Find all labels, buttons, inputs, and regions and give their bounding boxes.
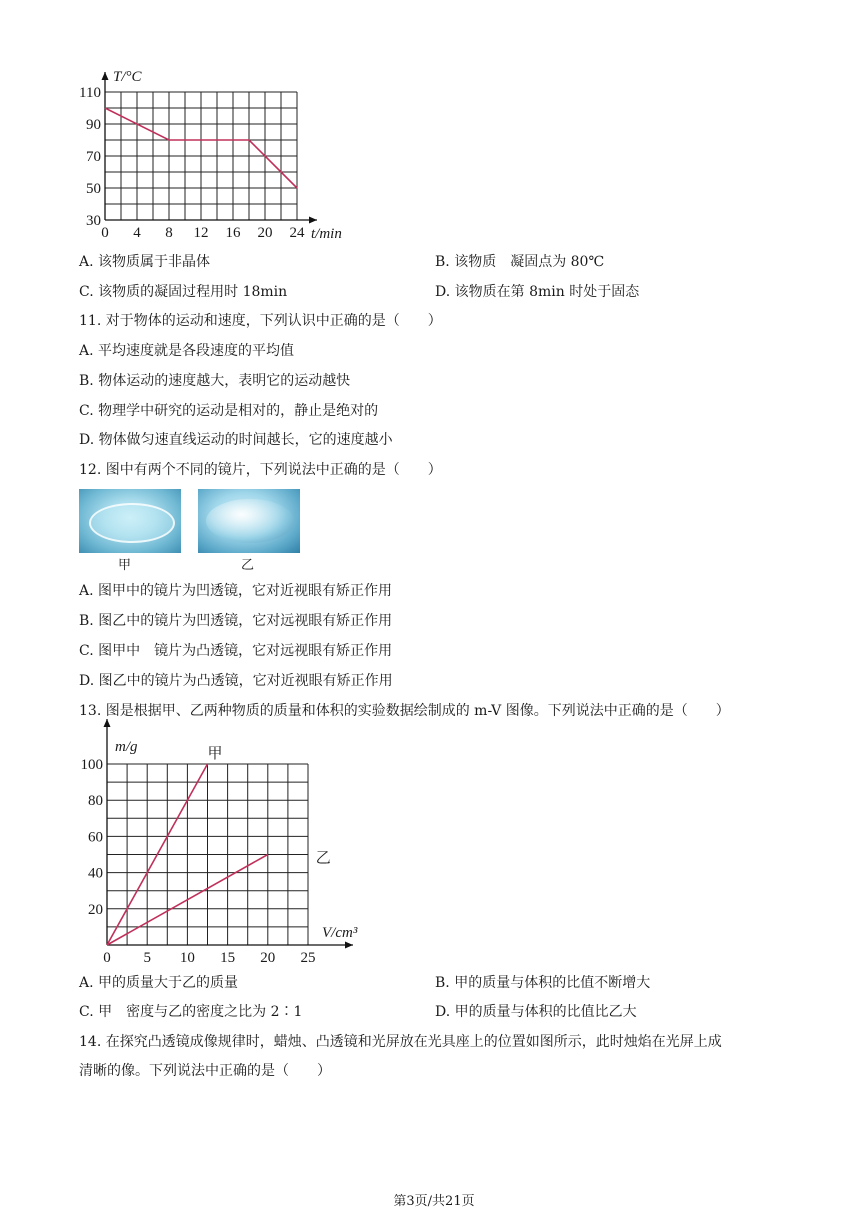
y-tick-label: 20	[88, 901, 103, 918]
q11-option-a[interactable]: A. 平均速度就是各段速度的平均值	[79, 343, 295, 359]
y-tick-label: 110	[79, 85, 101, 101]
q10-option-d[interactable]: D. 该物质在第 8min 时处于固态	[435, 284, 640, 300]
y-tick-label: 50	[86, 181, 101, 197]
q14-stem-line2: 清晰的像。下列说法中正确的是（ ）	[79, 1063, 331, 1079]
q10-option-c[interactable]: C. 该物质的凝固过程用时 18min	[79, 284, 288, 300]
series-label-1: 甲	[207, 746, 223, 762]
lens-label-yi: 乙	[241, 558, 255, 573]
x-axis-label: t/min	[311, 226, 342, 242]
q12-option-c[interactable]: C. 图甲中 镜片为凸透镜，它对远视眼有矫正作用	[79, 643, 393, 659]
q10-option-a[interactable]: A. 该物质属于非晶体	[79, 254, 211, 270]
y-tick-label: 40	[88, 865, 103, 882]
q11-option-b[interactable]: B. 物体运动的速度越大，表明它的运动越快	[79, 373, 351, 389]
x-tick-label: 5	[143, 950, 151, 966]
x-tick-label: 8	[165, 225, 173, 241]
q11-stem: 11. 对于物体的运动和速度，下列认识中正确的是（ ）	[79, 313, 442, 329]
q11-option-d[interactable]: D. 物体做匀速直线运动的时间越长，它的速度越小	[79, 432, 393, 448]
q12-stem: 12. 图中有两个不同的镜片，下列说法中正确的是（ ）	[79, 462, 442, 478]
y-tick-label: 60	[88, 829, 103, 846]
y-tick-label: 30	[86, 213, 101, 229]
x-tick-label: 20	[260, 950, 276, 966]
lens-label-jia: 甲	[118, 558, 132, 573]
y-tick-label: 100	[80, 757, 103, 773]
q14-stem-line1: 14. 在探究凸透镜成像规律时，蜡烛、凸透镜和光屏放在光具座上的位置如图所示，此时烛焰在光屏上成	[79, 1034, 722, 1050]
x-tick-label: 12	[193, 225, 209, 241]
y-axis-arrow	[104, 719, 111, 727]
x-tick-label: 4	[133, 225, 141, 241]
x-tick-label: 20	[257, 225, 273, 241]
y-tick-label: 70	[86, 149, 101, 165]
x-tick-label: 24	[289, 225, 305, 241]
x-tick-label: 25	[300, 950, 316, 966]
q13-option-c[interactable]: C. 甲 密度与乙的密度之比为 2∶1	[79, 1004, 303, 1020]
x-tick-label: 0	[101, 225, 109, 241]
y-tick-label: 90	[86, 117, 101, 133]
x-tick-label: 16	[225, 225, 241, 241]
q13-stem: 13. 图是根据甲、乙两种物质的质量和体积的实验数据绘制成的 m-V 图像。下列说法中正确的是（ ）	[79, 703, 730, 719]
page-footer: 第3页/共21页	[393, 1194, 475, 1209]
q13-option-b[interactable]: B. 甲的质量与体积的比值不断增大	[435, 975, 651, 991]
y-axis-label: m/g	[115, 739, 138, 755]
q12-option-b[interactable]: B. 图乙中的镜片为凹透镜，它对远视眼有矫正作用	[79, 613, 393, 629]
x-tick-label: 0	[103, 950, 111, 966]
q13-option-a[interactable]: A. 甲的质量大于乙的质量	[79, 975, 239, 991]
y-axis-label: T/°C	[113, 69, 142, 85]
x-axis-arrow	[345, 942, 353, 949]
q12-option-a[interactable]: A. 图甲中的镜片为凹透镜，它对近视眼有矫正作用	[79, 583, 393, 599]
x-tick-label: 10	[179, 950, 195, 966]
q13-option-d[interactable]: D. 甲的质量与体积的比值比乙大	[435, 1004, 637, 1020]
x-tick-label: 15	[220, 950, 236, 966]
x-axis-label: V/cm³	[322, 925, 358, 941]
q11-option-c[interactable]: C. 物理学中研究的运动是相对的，静止是绝对的	[79, 403, 379, 419]
q10-option-b[interactable]: B. 该物质 凝固点为 80℃	[435, 254, 605, 270]
y-tick-label: 80	[88, 793, 103, 810]
series-label-2: 乙	[315, 850, 331, 867]
q12-option-d[interactable]: D. 图乙中的镜片为凸透镜，它对近视眼有矫正作用	[79, 673, 393, 689]
